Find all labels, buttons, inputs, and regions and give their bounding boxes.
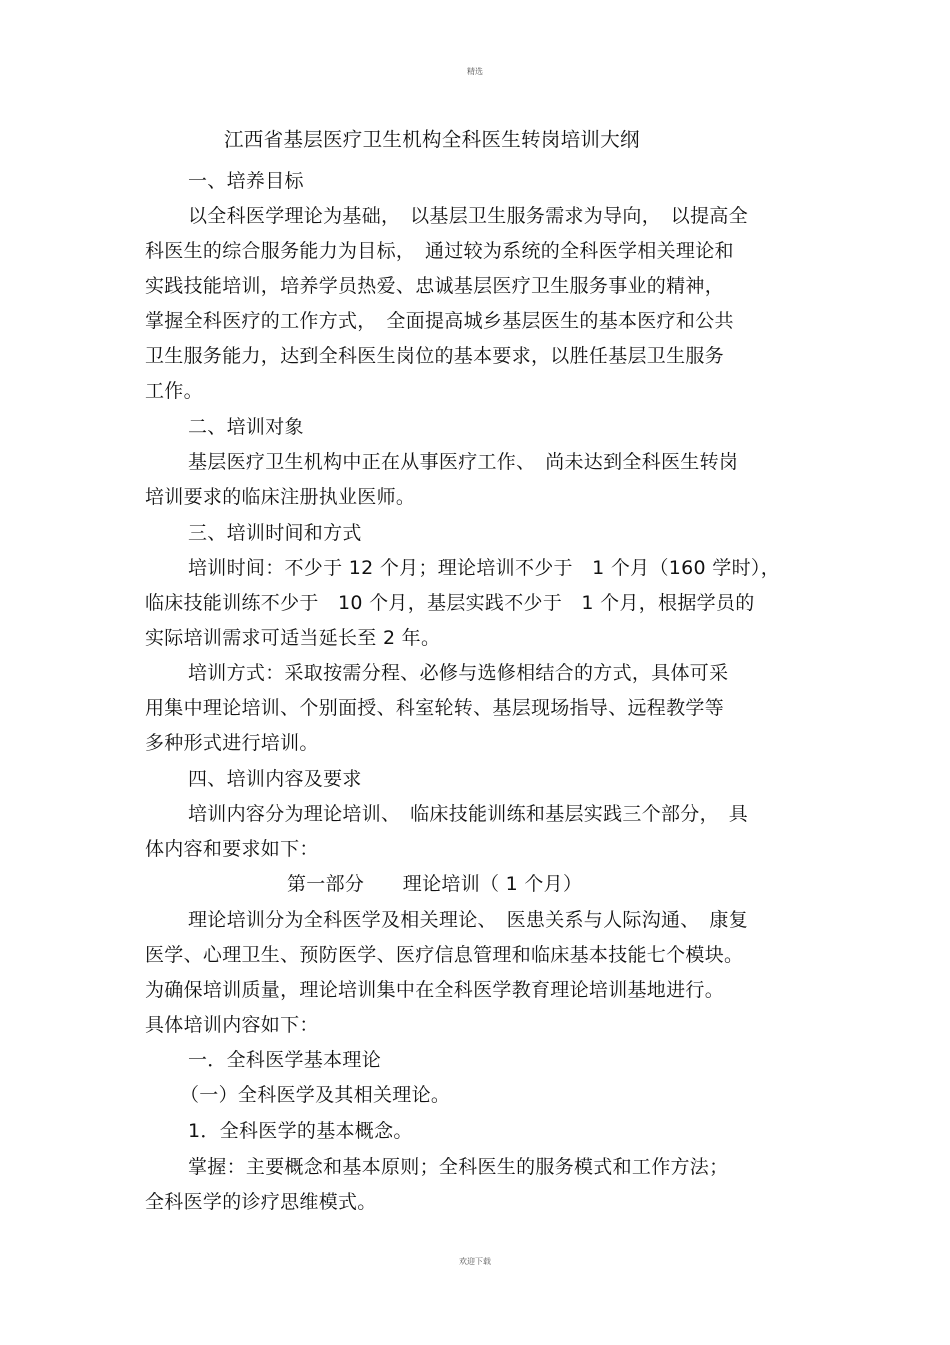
paragraph-line: 掌握：主要概念和基本原则；全科医生的服务模式和工作方法； xyxy=(188,1156,729,1178)
paragraph-line: 具体培训内容如下： xyxy=(145,1014,319,1036)
subsection-heading: 一．全科医学基本理论 xyxy=(188,1049,382,1071)
paragraph-line: 实际培训需求可适当延长至 2 年。 xyxy=(145,627,441,649)
paragraph-line: 工作。 xyxy=(145,380,203,402)
paragraph-line: 多种形式进行培训。 xyxy=(145,732,319,754)
page-footer-mark: 欢迎下载 xyxy=(459,1257,491,1266)
paragraph-line: 掌握全科医疗的工作方式， 全面提高城乡基层医生的基本医疗和公共 xyxy=(145,310,734,332)
paragraph-line: 理论培训分为全科医学及相关理论、 医患关系与人际沟通、 康复 xyxy=(188,909,749,931)
part-heading: 第一部分 理论培训（ 1 个月） xyxy=(287,873,583,895)
paragraph-line: 培训内容分为理论培训、 临床技能训练和基层实践三个部分， 具 xyxy=(188,803,749,825)
paragraph-line: 用集中理论培训、个别面授、科室轮转、基层现场指导、远程教学等 xyxy=(145,697,725,719)
paragraph-line: 为确保培训质量，理论培训集中在全科医学教育理论培训基地进行。 xyxy=(145,979,725,1001)
page-header-mark: 精选 xyxy=(467,67,483,76)
paragraph-line: 临床技能训练不少于 10 个月，基层实践不少于 1 个月，根据学员的 xyxy=(145,592,755,614)
paragraph-line: 全科医学的诊疗思维模式。 xyxy=(145,1191,377,1213)
paragraph-line: 培训时间：不少于 12 个月；理论培训不少于 1 个月（160 学时）， xyxy=(188,557,780,579)
paragraph-line: 科医生的综合服务能力为目标， 通过较为系统的全科医学相关理论和 xyxy=(145,240,734,262)
paragraph-line: 医学、心理卫生、预防医学、医疗信息管理和临床基本技能七个模块。 xyxy=(145,944,744,966)
section-heading-2: 二、培训对象 xyxy=(188,416,304,438)
paragraph-line: 卫生服务能力，达到全科医生岗位的基本要求，以胜任基层卫生服务 xyxy=(145,345,725,367)
paragraph-line: 培训要求的临床注册执业医师。 xyxy=(145,486,416,508)
paragraph-line: 培训方式：采取按需分程、必修与选修相结合的方式，具体可采 xyxy=(188,662,729,684)
paragraph-line: 实践技能培训，培养学员热爱、忠诚基层医疗卫生服务事业的精神， xyxy=(145,275,725,297)
subsection-item: 1．全科医学的基本概念。 xyxy=(188,1120,413,1142)
paragraph-line: 以全科医学理论为基础， 以基层卫生服务需求为导向， 以提高全 xyxy=(188,205,749,227)
subsection-item: （一）全科医学及其相关理论。 xyxy=(180,1084,451,1106)
section-heading-3: 三、培训时间和方式 xyxy=(188,522,362,544)
section-heading-1: 一、培养目标 xyxy=(188,170,304,192)
document-title: 江西省基层医疗卫生机构全科医生转岗培训大纲 xyxy=(224,128,640,151)
section-heading-4: 四、培训内容及要求 xyxy=(188,768,362,790)
paragraph-line: 体内容和要求如下： xyxy=(145,838,319,860)
paragraph-line: 基层医疗卫生机构中正在从事医疗工作、 尚未达到全科医生转岗 xyxy=(188,451,739,473)
